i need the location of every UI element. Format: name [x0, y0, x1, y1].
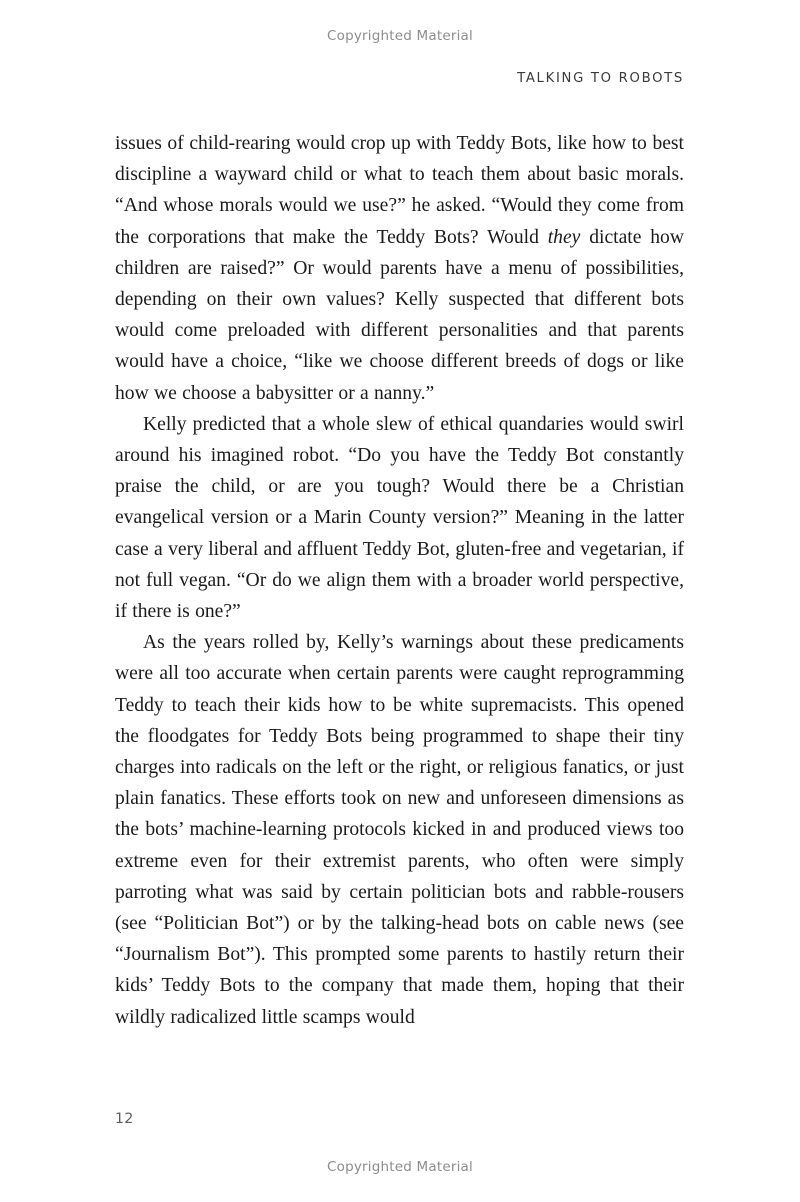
- emphasis-text: they: [547, 226, 581, 248]
- paragraph-text: issues of child-rearing would crop up with Teddy Bots, like how to best discipline a wayward child or what to teach them about basic morals. “And whose morals would we use?” he asked. “Would they come from the corporations that make the Teddy Bots? Would: [115, 133, 684, 248]
- body-paragraph: [115, 409, 684, 627]
- page-number: 12: [115, 1111, 134, 1127]
- running-head: TALKING TO ROBOTS: [517, 71, 684, 86]
- body-paragraph: [115, 128, 684, 409]
- copyright-watermark-top: Copyrighted Material: [327, 28, 473, 44]
- paragraph-text: As the years rolled by, Kelly’s warnings about these predicaments were all too accurate when certain parents were caught reprogramming Teddy to teach their kids how to be white supremacists. This opened the floodgates for Teddy Bots being programmed to shape their tiny charges into radicals on the left or the right, or religious fanatics, or just plain fanatics. These efforts took on new and unforeseen dimensions as the bots’ machine-learning protocols kicked in and produced views too extreme even for their extremist parents, who often were simply parroting what was said by certain politician bots and rabble-rousers (see “Politician Bot”) or by the talking-head bots on cable news (see “Journalism Bot”). This prompted some parents to hastily return their kids’ Teddy Bots to the company that made them, hoping that their wildly radicalized little scamps would: [115, 632, 684, 1028]
- copyright-watermark-bottom: Copyrighted Material: [327, 1159, 473, 1175]
- body-paragraph: [115, 627, 684, 1033]
- paragraph-text: dictate how children are raised?” Or would parents have a menu of possibilities, depending on their own values? Kelly suspected that different bots would come preloaded with different personalities and that parents would have a choice, “like we choose different breeds of dogs or like how we choose a babysitter or a nanny.”: [115, 226, 684, 404]
- paragraph-text: Kelly predicted that a whole slew of ethical quandaries would swirl around his imagined robot. “Do you have the Teddy Bot constantly praise the child, or are you tough? Would there be a Christian evangelical version or a Marin County version?” Meaning in the latter case a very liberal and affluent Teddy Bot, gluten-free and vegetarian, if not full vegan. “Or do we align them with a broader world perspective, if there is one?”: [115, 413, 684, 623]
- body-text-block: [115, 128, 684, 1033]
